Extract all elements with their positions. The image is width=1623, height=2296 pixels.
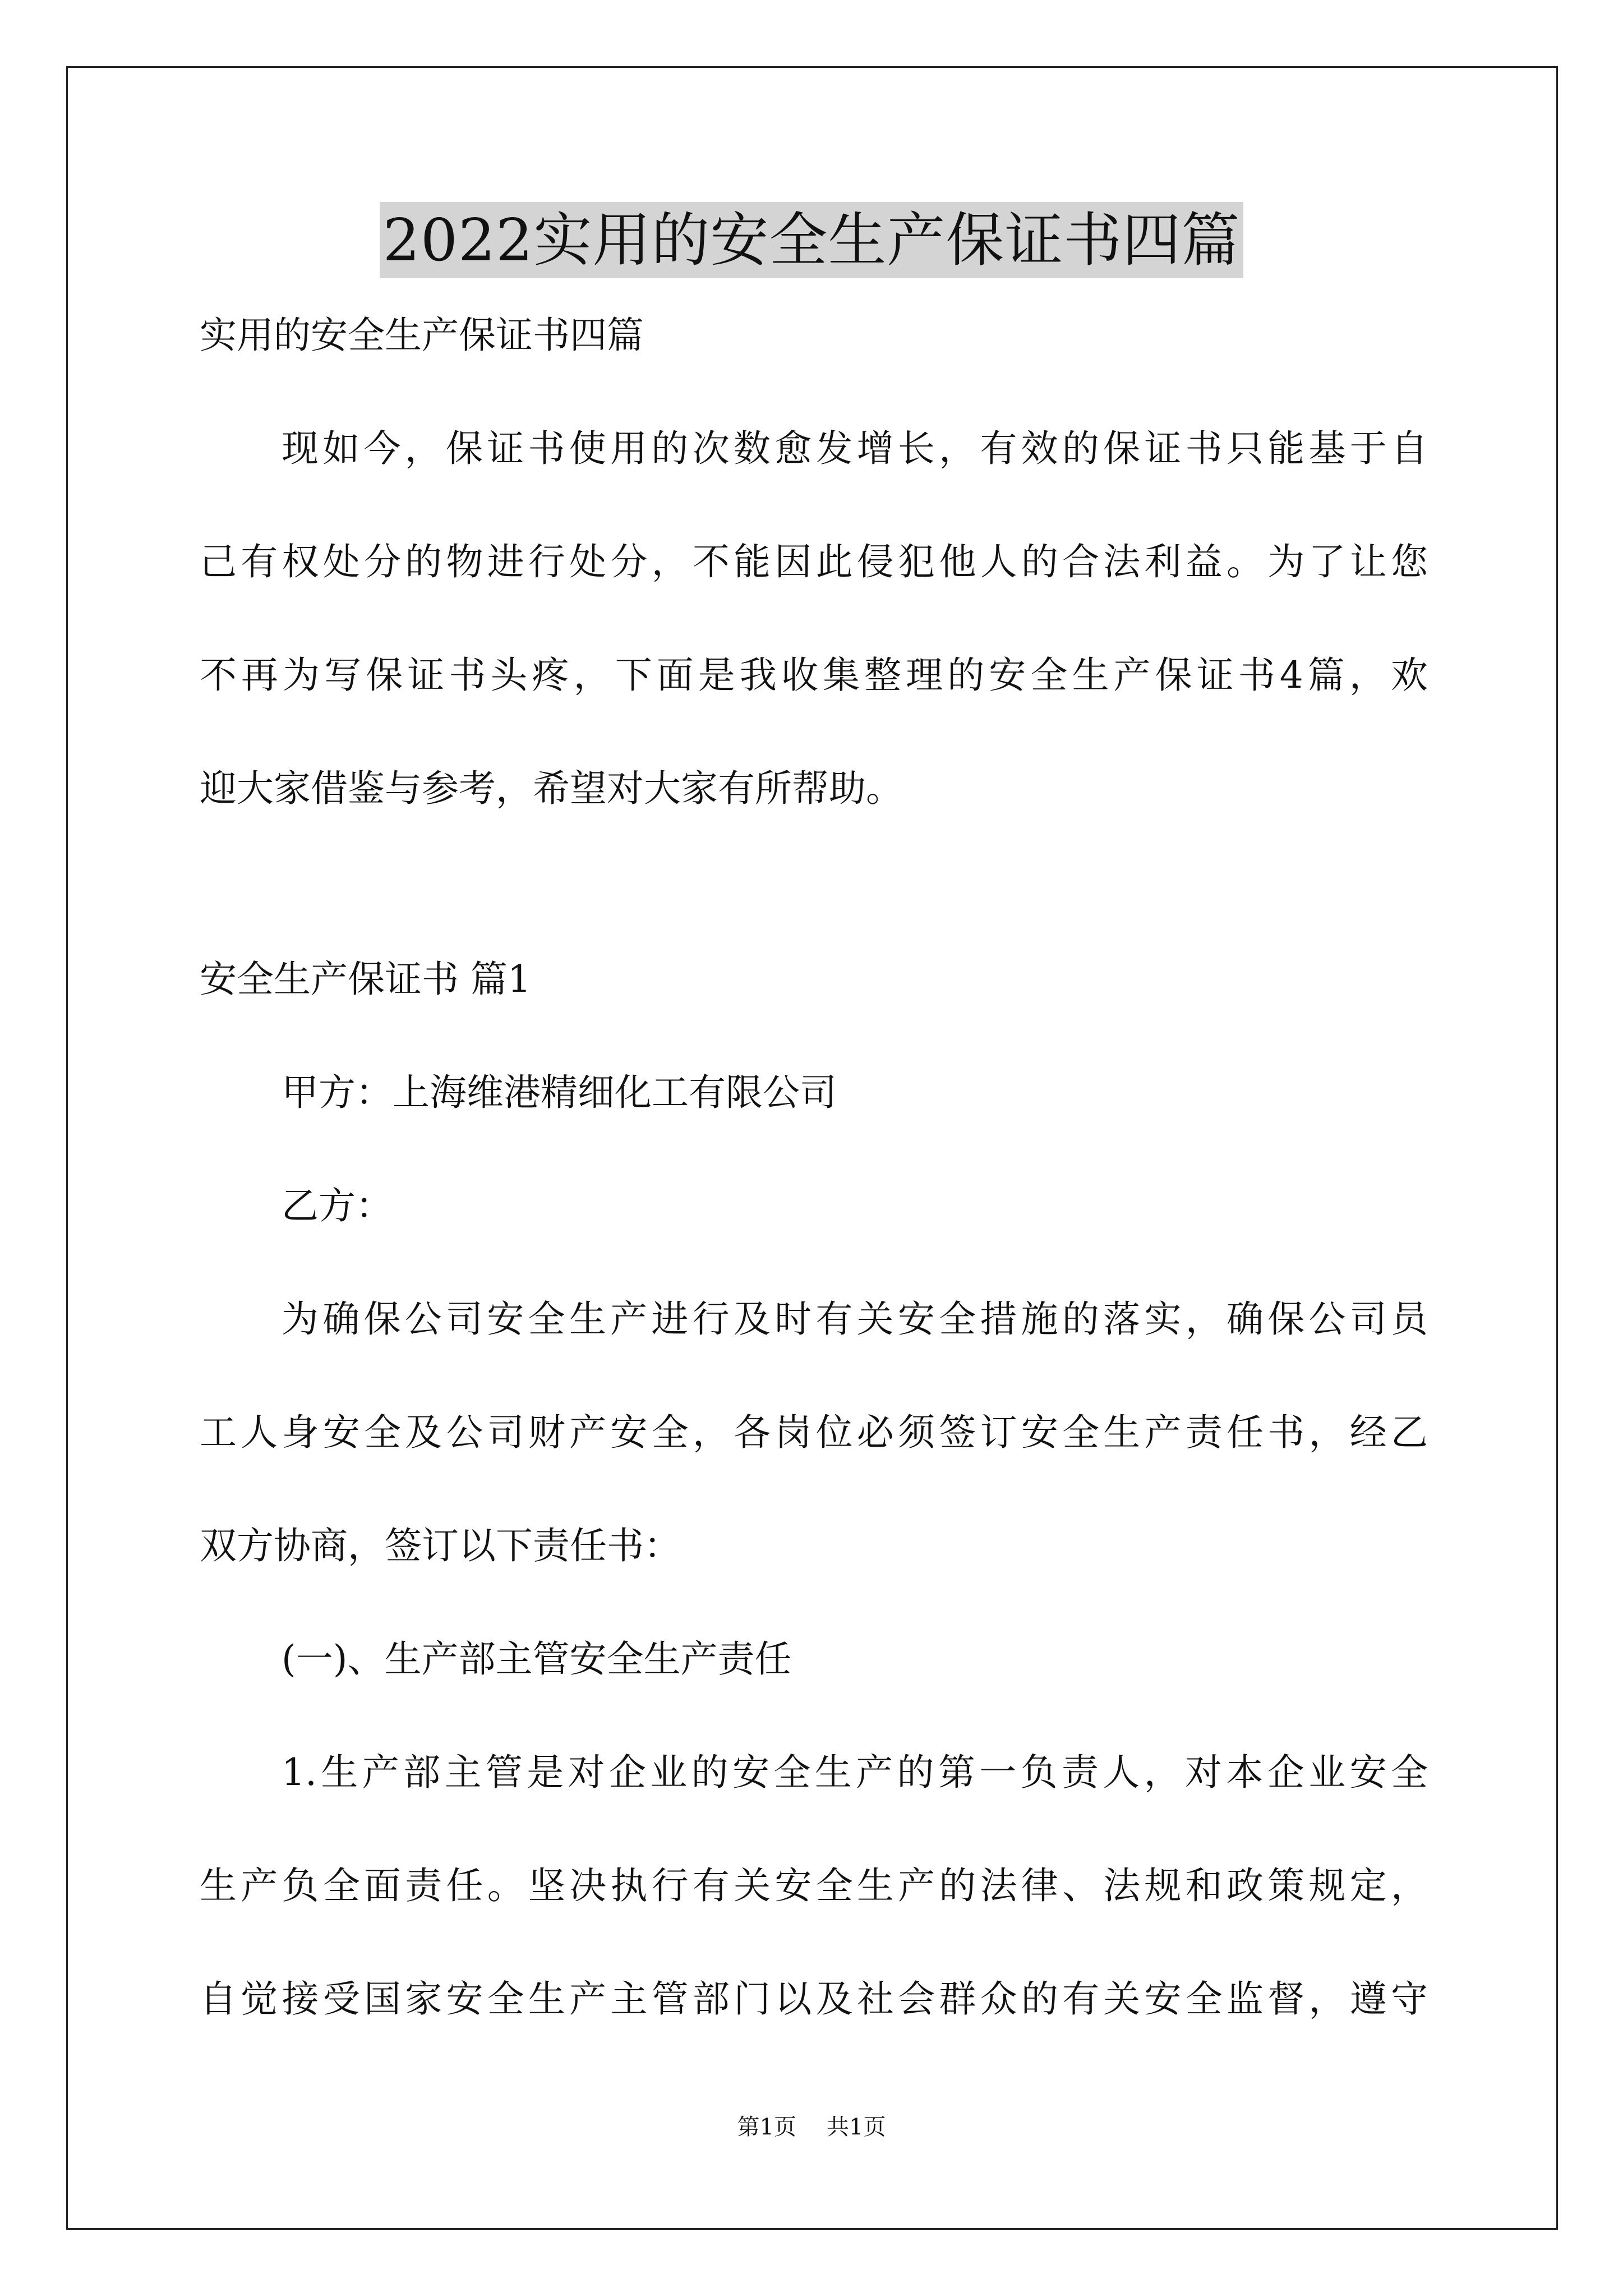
party-a: 甲方：上海维港精细化工有限公司 — [282, 1071, 837, 1114]
clause-line: 自觉接受国家安全生产主管部门以及社会群众的有关安全监督，遵守 — [200, 1977, 1428, 2021]
purpose-line: 工人身安全及公司财产安全，各岗位必须签订安全生产责任书，经乙 — [200, 1411, 1428, 1454]
intro-line: 现如今，保证书使用的次数愈发增长，有效的保证书只能基于自 — [282, 427, 1428, 470]
purpose-line: 双方协商，签订以下责任书： — [200, 1524, 681, 1567]
intro-line: 迎大家借鉴与参考，希望对大家有所帮助。 — [200, 767, 903, 810]
page-footer — [0, 2110, 1623, 2144]
purpose-line: 为确保公司安全生产进行及时有关安全措施的落实，确保公司员 — [282, 1297, 1428, 1341]
clause-line: 生产负全面责任。坚决执行有关安全生产的法律、法规和政策规定， — [200, 1864, 1428, 1907]
document-body — [200, 307, 1428, 2027]
intro-line: 不再为写保证书头疼，下面是我收集整理的安全生产保证书4篇，欢 — [200, 654, 1428, 697]
page-total: 共1页 — [827, 2114, 886, 2140]
subtitle: 实用的安全生产保证书四篇 — [200, 314, 644, 357]
clause-line: 1.生产部主管是对企业的安全生产的第一负责人，对本企业安全 — [282, 1751, 1428, 1794]
document-title: 2022实用的安全生产保证书四篇 — [380, 202, 1244, 278]
title-container — [0, 202, 1623, 278]
intro-line: 己有权处分的物进行处分，不能因此侵犯他人的合法利益。为了让您 — [200, 540, 1428, 583]
party-b: 乙方： — [282, 1184, 393, 1227]
page-number: 第1页 — [737, 2114, 796, 2140]
section-heading: 安全生产保证书 篇1 — [200, 958, 531, 1001]
clause-heading: (一)、生产部主管安全生产责任 — [282, 1637, 792, 1681]
